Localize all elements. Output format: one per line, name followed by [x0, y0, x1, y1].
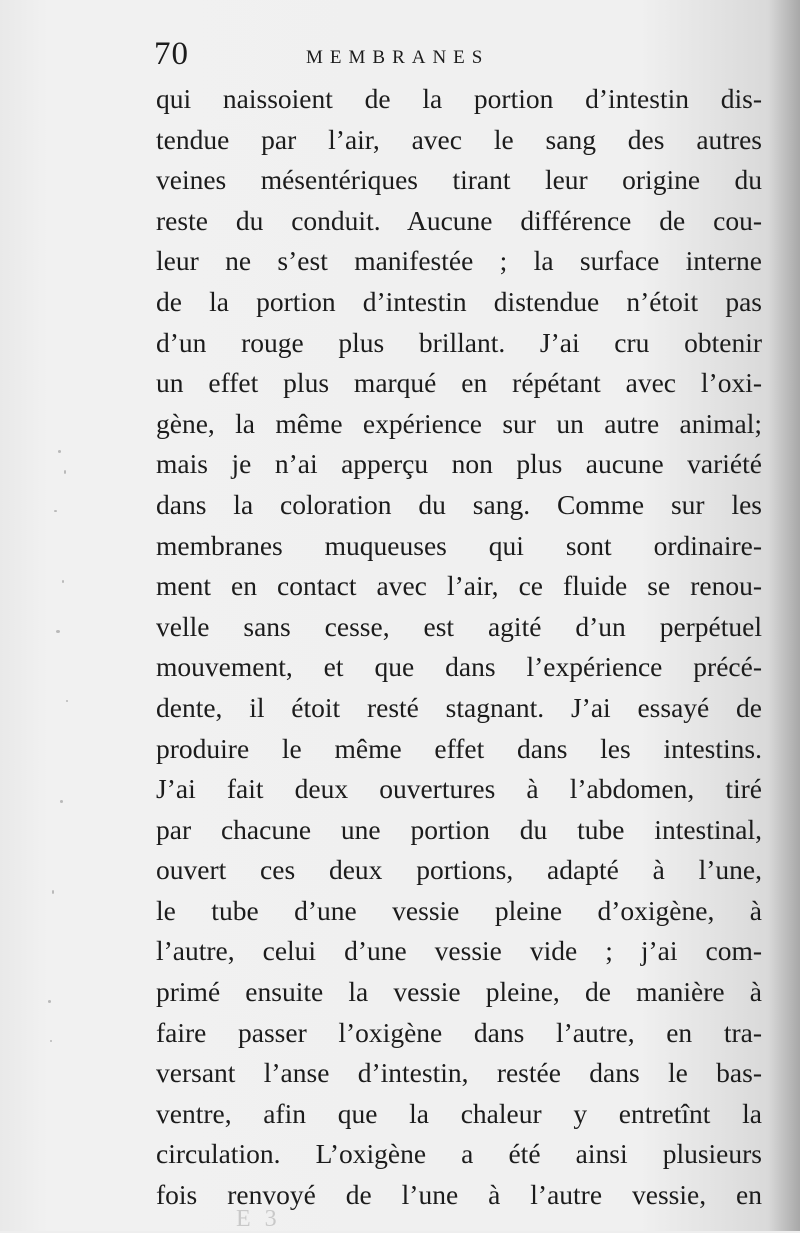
- foxing-speck: [54, 510, 57, 512]
- text-line: versant l’anse d’intestin, restée dans le bas-: [156, 1057, 762, 1089]
- foxing-speck: [60, 800, 63, 803]
- foxing-speck: [64, 470, 66, 474]
- text-line: mouvement, et que dans l’expérience précé-: [156, 651, 762, 683]
- text-line: ventre, afin que la chaleur y entretînt la: [156, 1097, 762, 1129]
- foxing-speck: [48, 1000, 51, 1003]
- text-line: dans la coloration du sang. Comme sur les: [156, 488, 762, 520]
- text-line: faire passer l’oxigène dans l’autre, en tra-: [156, 1016, 762, 1048]
- text-line: fois renvoyé de l’une à l’autre vessie, en: [156, 1179, 762, 1211]
- text-line: gène, la même expérience sur un autre animal;: [156, 407, 762, 439]
- foxing-speck: [56, 630, 60, 633]
- text-line: dente, il étoit resté stagnant. J’ai essayé de: [156, 691, 762, 723]
- text-line: l’autre, celui d’une vessie vide ; j’ai com-: [156, 935, 762, 967]
- text-line: le tube d’une vessie pleine d’oxigène, à: [156, 894, 762, 926]
- foxing-speck: [66, 700, 68, 702]
- text-line: par chacune une portion du tube intestinal,: [156, 813, 762, 845]
- text-line: velle sans cesse, est agité d’un perpétuel: [156, 610, 762, 642]
- body-text: [156, 79, 762, 1216]
- text-line: mais je n’ai apperçu non plus aucune variété: [156, 448, 762, 480]
- page-number: 70: [154, 36, 189, 72]
- foxing-speck: [50, 1040, 52, 1042]
- text-line: ment en contact avec l’air, ce fluide se renou-: [156, 570, 762, 602]
- text-line: tendue par l’air, avec le sang des autres: [156, 123, 762, 155]
- text-line: membranes muqueuses qui sont ordinaire-: [156, 529, 762, 561]
- foxing-speck: [58, 450, 61, 453]
- text-line: produire le même effet dans les intestins.: [156, 732, 762, 764]
- foxing-speck: [62, 580, 64, 583]
- page-header: [154, 30, 614, 80]
- text-line: un effet plus marqué en répétant avec l’oxi-: [156, 367, 762, 399]
- running-head: membranes: [306, 39, 490, 69]
- text-line: de la portion d’intestin distendue n’étoit pas: [156, 285, 762, 317]
- text-line: veines mésentériques tirant leur origine du: [156, 164, 762, 196]
- text-line: primé ensuite la vessie pleine, de manière à: [156, 976, 762, 1008]
- text-line: circulation. L’oxigène a été ainsi plusieurs: [156, 1138, 762, 1170]
- text-line: reste du conduit. Aucune différence de cou-: [156, 204, 762, 236]
- printer-signature-mark: E 3: [236, 1206, 281, 1232]
- text-line: qui naissoient de la portion d’intestin dis-: [156, 83, 762, 114]
- foxing-speck: [52, 890, 54, 894]
- text-line: d’un rouge plus brillant. J’ai cru obtenir: [156, 326, 762, 358]
- margin-foxing: [36, 440, 76, 1060]
- text-line: J’ai fait deux ouvertures à l’abdomen, tiré: [156, 773, 762, 805]
- text-line: leur ne s’est manifestée ; la surface interne: [156, 245, 762, 277]
- text-line: ouvert ces deux portions, adapté à l’une,: [156, 854, 762, 886]
